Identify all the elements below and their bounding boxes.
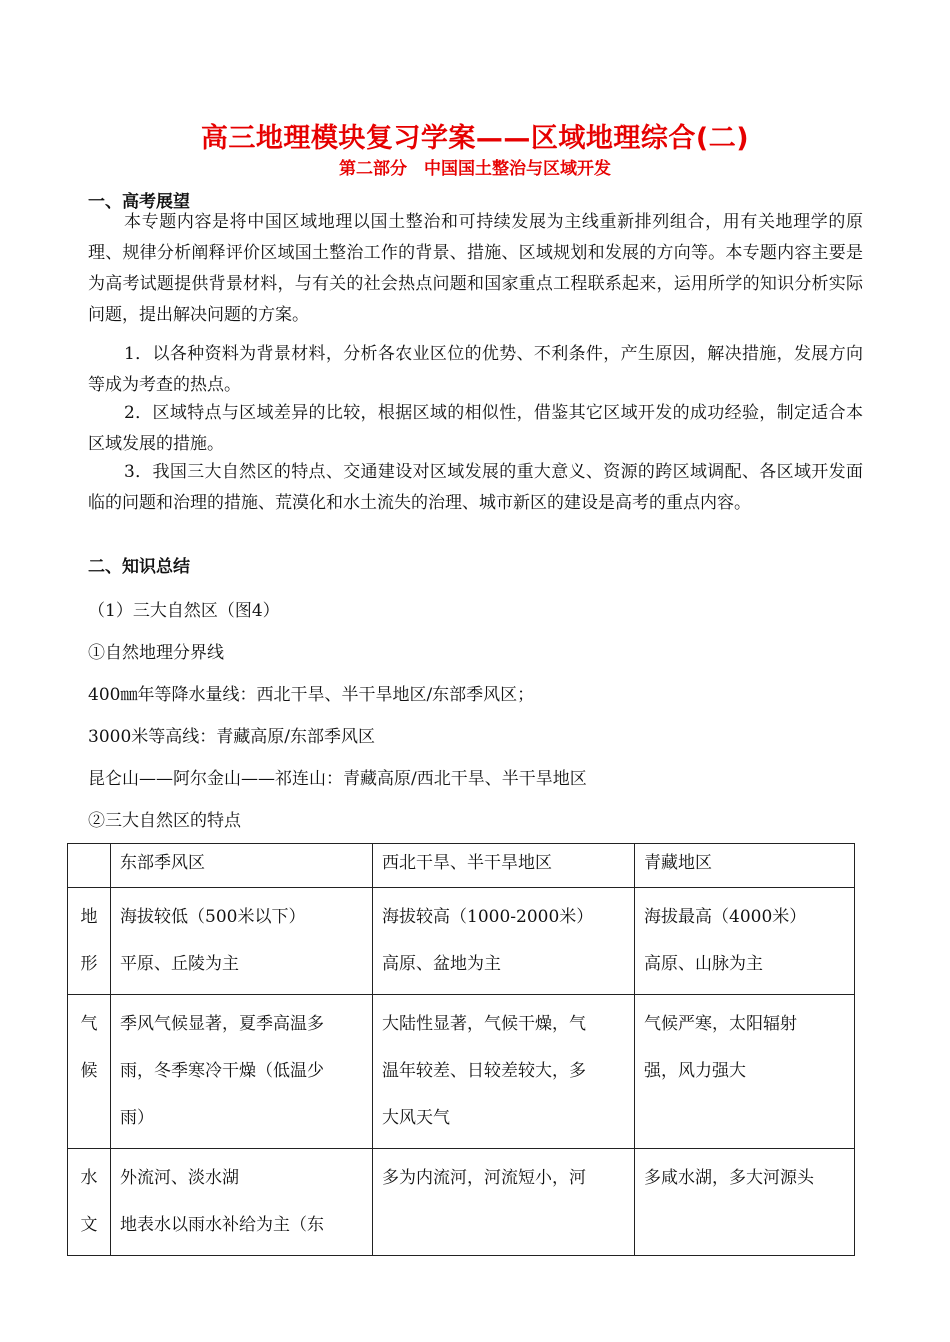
section-heading-summary: 二、知识总结 bbox=[88, 557, 190, 577]
summary-line: 昆仑山——阿尔金山——祁连山：青藏高原/西北干旱、半干旱地区 bbox=[88, 769, 587, 789]
summary-line: ①自然地理分界线 bbox=[88, 643, 224, 663]
summary-line: 400㎜年等降水量线：西北干旱、半干旱地区/东部季风区； bbox=[88, 685, 535, 705]
table-row bbox=[68, 1149, 855, 1256]
table-header-cell: 青藏地区 bbox=[635, 844, 855, 888]
document-title: 高三地理模块复习学案——区域地理综合(二) bbox=[200, 123, 750, 154]
section-heading-outlook: 一、高考展望 bbox=[88, 192, 190, 212]
row-label: 地 形 bbox=[68, 888, 111, 995]
table-row bbox=[68, 888, 855, 995]
point-3: 3．我国三大自然区的特点、交通建设对区域发展的重大意义、资源的跨区域调配、各区域开发面临的问题和治理的措施、荒漠化和水土流失的治理、城市新区的建设是高考的重点内容。 bbox=[88, 462, 863, 513]
point-1: 1．以各种资料为背景材料，分析各农业区位的优势、不利条件，产生原因，解决措施，发展方向等成为考查的热点。 bbox=[88, 344, 863, 395]
summary-line: 3000米等高线：青藏高原/东部季风区 bbox=[88, 727, 375, 747]
summary-line: ②三大自然区的特点 bbox=[88, 811, 241, 831]
table-header-row bbox=[68, 844, 855, 888]
table-row bbox=[68, 995, 855, 1149]
table-cell: 外流河、淡水湖 地表水以雨水补给为主（东 bbox=[111, 1149, 373, 1256]
table-cell: 大陆性显著，气候干燥，气 温年较差、日较差较大，多 大风天气 bbox=[373, 995, 635, 1149]
table-cell: 季风气候显著，夏季高温多 雨，冬季寒冷干燥（低温少 雨） bbox=[111, 995, 373, 1149]
table-header-cell: 东部季风区 bbox=[111, 844, 373, 888]
intro-paragraph: 本专题内容是将中国区域地理以国土整治和可持续发展为主线重新排列组合，用有关地理学的原理、规律分析阐释评价区域国土整治工作的背景、措施、区域规划和发展的方向等。本专题内容主要是为高考试题提供背景材料，与有关的社会热点问题和国家重点工程联系起来，运用所学的知识分析实际问题，提出解决问题的方案。 bbox=[88, 212, 863, 325]
table-cell: 气候严寒，太阳辐射 强，风力强大 bbox=[635, 995, 855, 1149]
table-cell: 海拔较高（1000-2000米） 高原、盆地为主 bbox=[373, 888, 635, 995]
table-cell: 海拔最高（4000米） 高原、山脉为主 bbox=[635, 888, 855, 995]
row-label: 气 候 bbox=[68, 995, 111, 1149]
summary-line: （1）三大自然区（图4） bbox=[88, 601, 280, 621]
table-cell: 多咸水湖，多大河源头 bbox=[635, 1149, 855, 1256]
table-cell: 海拔较低（500米以下） 平原、丘陵为主 bbox=[111, 888, 373, 995]
natural-regions-table bbox=[67, 843, 855, 1256]
document-subtitle: 第二部分 中国国土整治与区域开发 bbox=[339, 159, 611, 179]
table-cell: 多为内流河，河流短小，河 bbox=[373, 1149, 635, 1256]
row-label: 水 文 bbox=[68, 1149, 111, 1256]
table-header-cell: 西北干旱、半干旱地区 bbox=[373, 844, 635, 888]
point-2: 2．区域特点与区域差异的比较，根据区域的相似性，借鉴其它区域开发的成功经验，制定适合本区域发展的措施。 bbox=[88, 403, 863, 454]
table-header-cell bbox=[68, 844, 111, 888]
